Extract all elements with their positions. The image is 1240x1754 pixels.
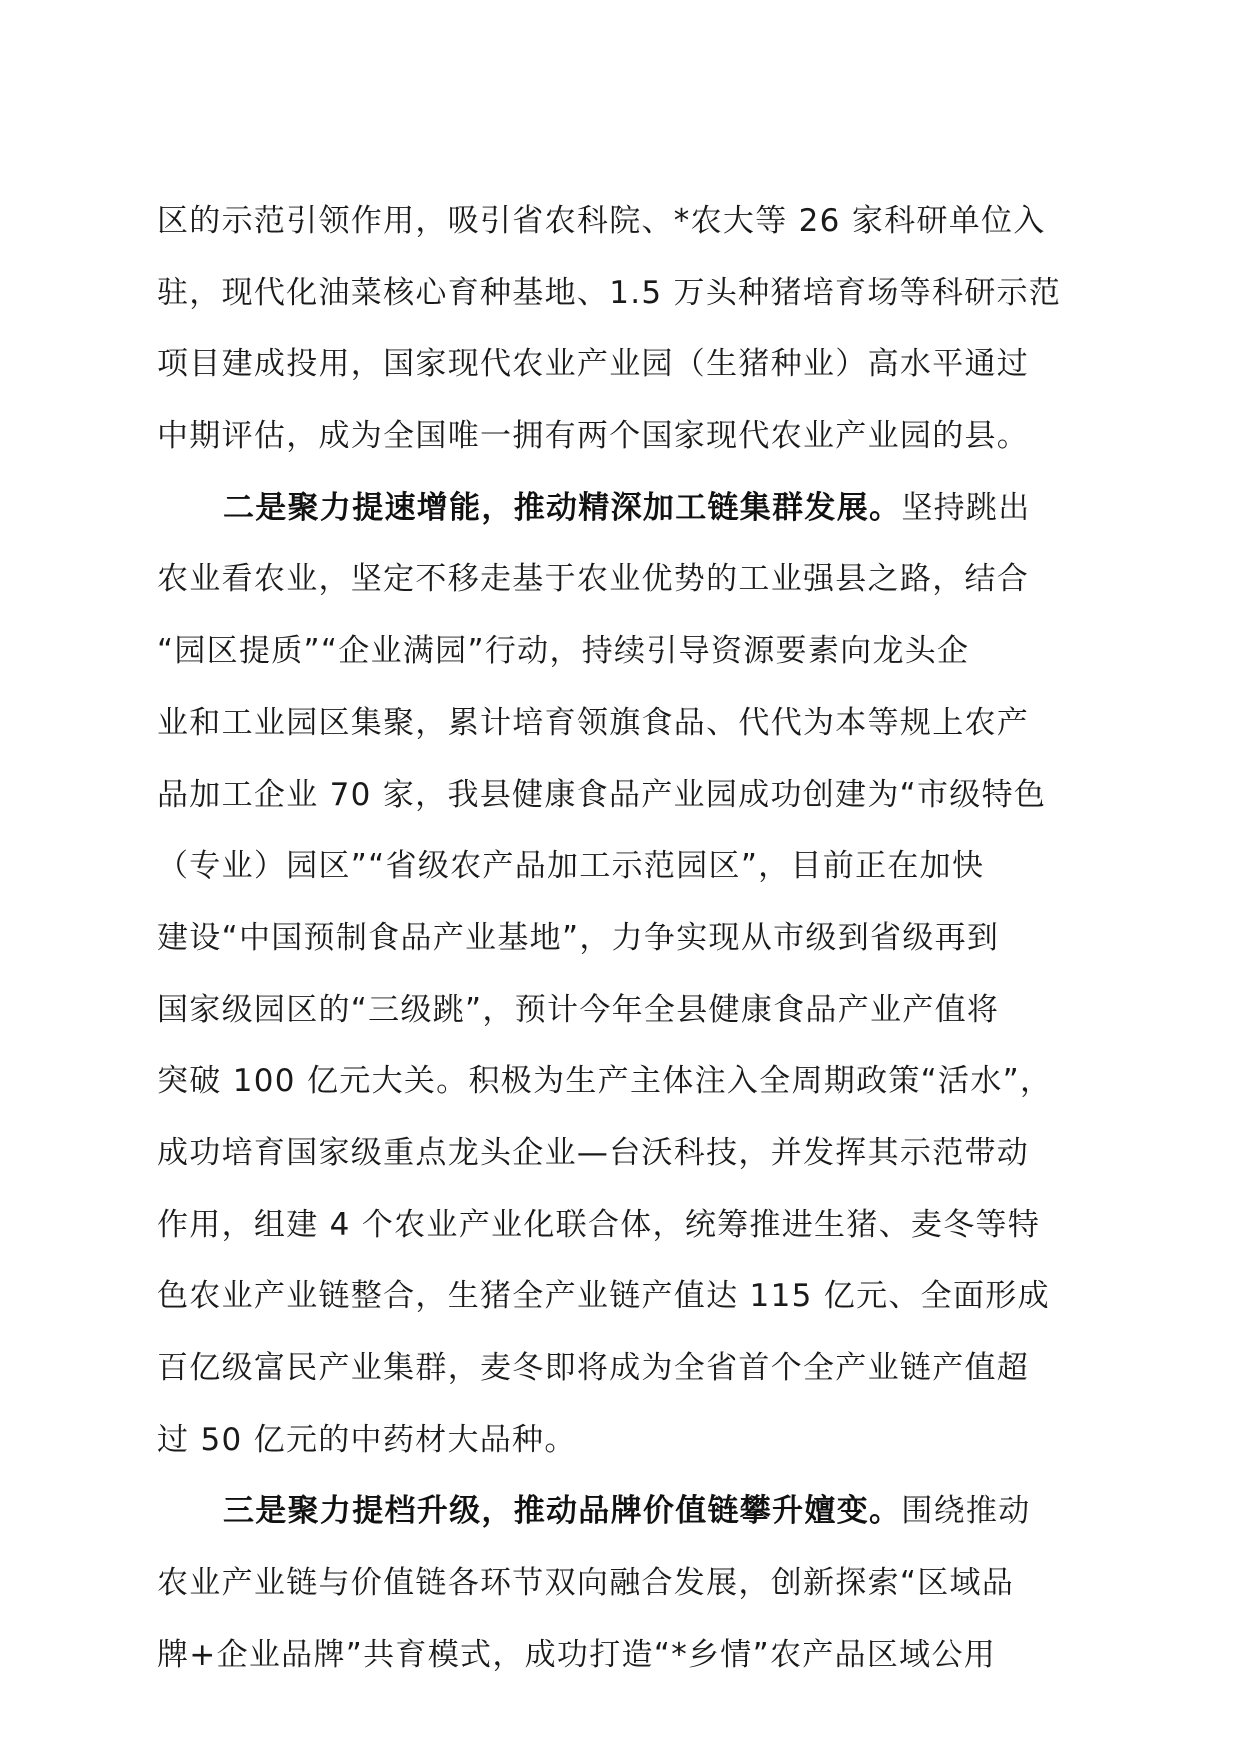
text-line: 作用，组建 4 个农业产业化联合体，统筹推进生猪、麦冬等特 [157, 1206, 1041, 1243]
text-line: 百亿级富民产业集群，麦冬即将成为全省首个全产业链产值超 [157, 1350, 1030, 1386]
text-line: 成功培育国家级重点龙头企业—台沃科技，并发挥其示范带动 [157, 1134, 1030, 1171]
text-line: 农业产业链与价值链各环节双向融合发展，创新探索“区域品 [157, 1565, 1015, 1602]
paragraph-first-line [157, 473, 1072, 545]
text-line: （专业）园区”“省级农产品加工示范园区”，目前正在加快 [157, 848, 985, 885]
text-line: 品加工企业 70 家，我县健康食品产业园成功创建为“市级特色 [157, 776, 1047, 813]
paragraph-3 [157, 1476, 1072, 1691]
text-line: 色农业产业链整合，生猪全产业链产值达 115 亿元、全面形成 [157, 1278, 1050, 1315]
text-line: 中期评估，成为全国唯一拥有两个国家现代农业产业园的县。 [157, 418, 1030, 455]
document-body [157, 186, 1072, 1691]
paragraph-heading: 三是聚力提档升级，推动品牌价值链攀升嬗变。 [223, 1493, 902, 1530]
text-line: 牌+企业品牌”共育模式，成功打造“*乡情”农产品区域公用 [157, 1636, 997, 1673]
text-run: 围绕推动 [901, 1493, 1031, 1530]
paragraph-heading: 二是聚力提速增能，推动精深加工链集群发展。 [223, 489, 902, 526]
paragraph-first-line [157, 1476, 1072, 1548]
paragraph-2 [157, 473, 1072, 1477]
text-line: 业和工业园区集聚，累计培育领旗食品、代代为本等规上农产 [157, 704, 1030, 741]
text-line: 项目建成投用，国家现代农业产业园（生猪种业）高水平通过 [157, 346, 1030, 383]
text-line: 区的示范引领作用，吸引省农科院、*农大等 26 家科研单位入 [157, 203, 1046, 239]
text-line: 国家级园区的“三级跳”，预计今年全县健康食品产业产值将 [157, 991, 1000, 1028]
text-line: 过 50 亿元的中药材大品种。 [157, 1421, 577, 1458]
text-line: “园区提质”“企业满园”行动，持续引导资源要素向龙头企 [157, 633, 970, 670]
text-run: 坚持跳出 [901, 489, 1031, 526]
text-line: 农业看农业，坚定不移走基于农业优势的工业强县之路，结合 [157, 561, 1030, 598]
paragraph-1 [157, 186, 1072, 473]
text-line: 驻，现代化油菜核心育种基地、1.5 万头种猪培育场等科研示范 [157, 274, 1062, 311]
text-line: 建设“中国预制食品产业基地”，力争实现从市级到省级再到 [157, 919, 1000, 956]
text-line: 突破 100 亿元大关。积极为生产主体注入全周期政策“活水”， [157, 1063, 1053, 1100]
